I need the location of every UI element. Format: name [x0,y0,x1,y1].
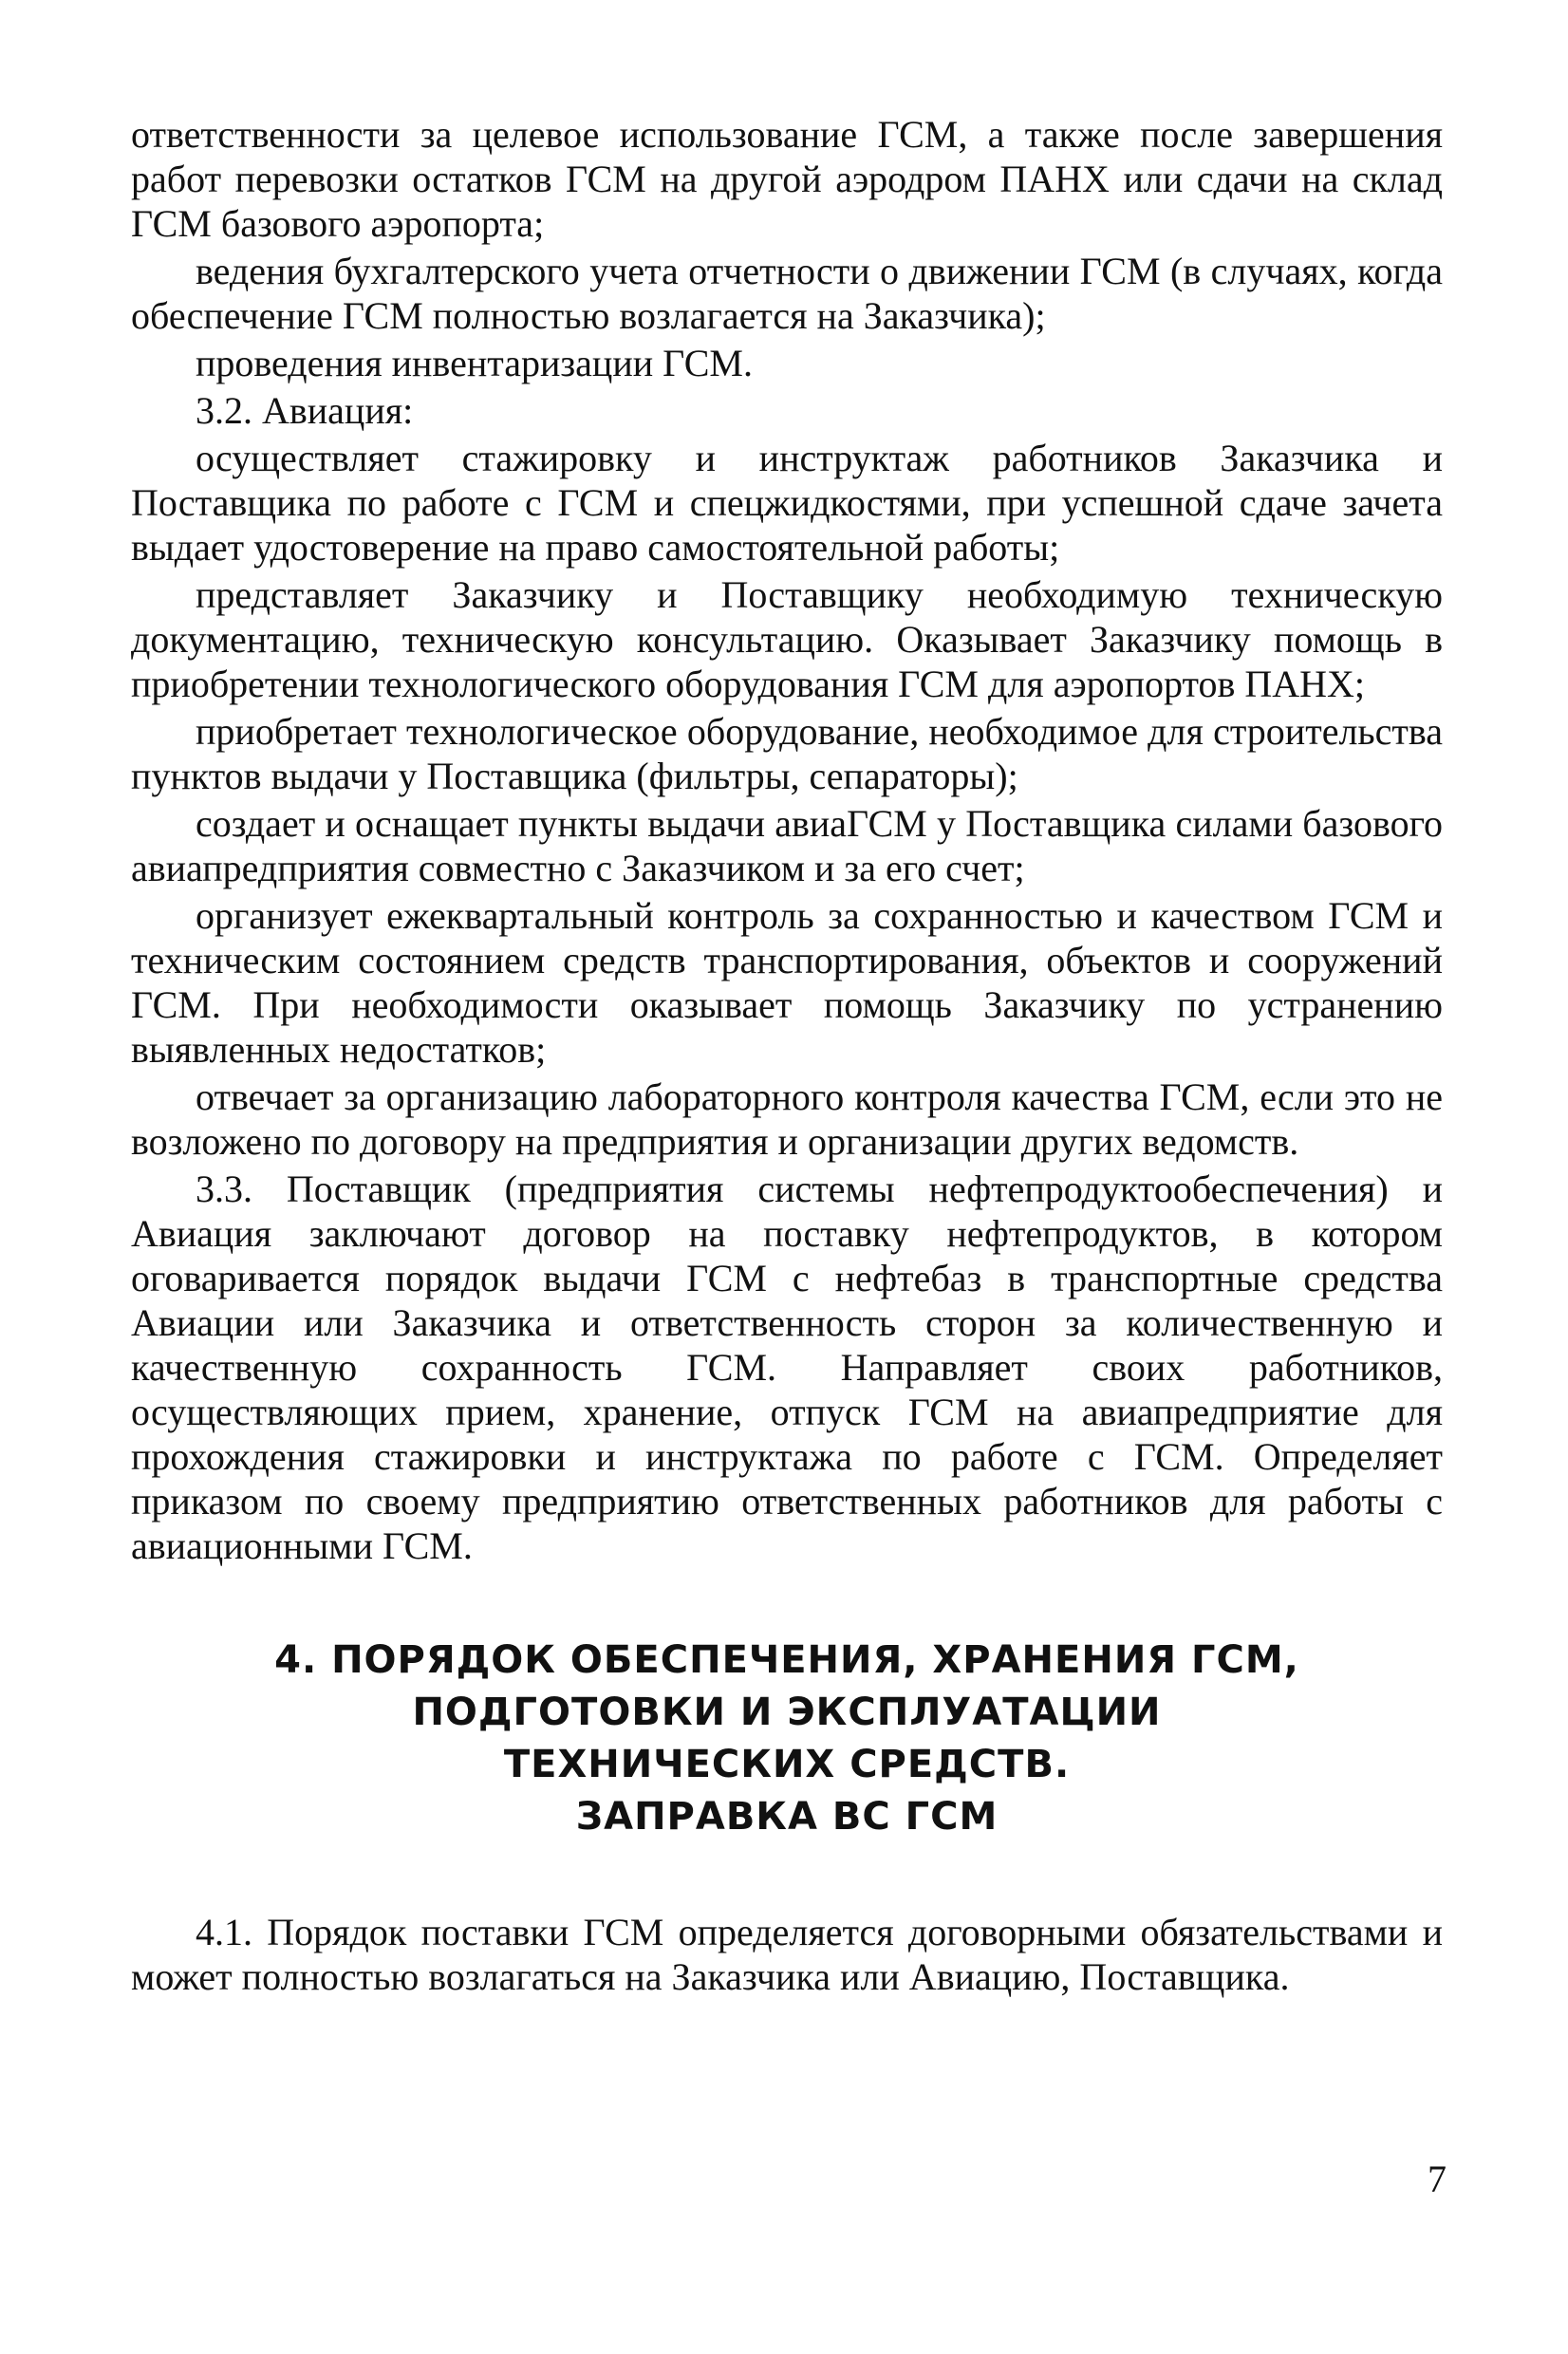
paragraph: ведения бухгалтерского учета отчетности о движении ГСМ (в случаях, когда обеспечение ГСМ полностью возлагается на Заказчика); [131,250,1443,337]
paragraph: представляет Заказчику и Поставщику необходимую техническую документацию, техническую консультацию. Оказывает Заказчику помощь в приобретении технологического оборудования ГСМ для аэропортов ПАНХ; [131,573,1443,705]
page-body [131,112,1443,2002]
paragraph: 4.1. Порядок поставки ГСМ определяется договорными обязательствами и может полностью возлагаться на Заказчика или Авиацию, Поставщика. [131,1911,1443,1998]
paragraph: 3.3. Поставщик (предприятия системы нефтепродуктообеспечения) и Авиация заключают договор на поставку нефтепродуктов, в котором оговаривается порядок выдачи ГСМ с нефтебаз в транспортные средства Авиации или Заказчика и ответственность сторон за количественную и качественную сохранность ГСМ. Направляет своих работников, осуществляющих прием, хранение, отпуск ГСМ на авиапредприятие для прохождения стажировки и инструктажа по работе с ГСМ. Определяет приказом по своему предприятию ответственных работников для работы с авиационными ГСМ. [131,1168,1443,1567]
section-label: 3.2. Авиация: [196,389,414,432]
paragraph: организует ежеквартальный контроль за сохранностью и качеством ГСМ и техническим состоянием средств транспортирования, объектов и сооружений ГСМ. При необходимости оказывает помощь Заказчику по устранению выявленных недостатков; [131,894,1443,1071]
paragraph: отвечает за организацию лабораторного контроля качества ГСМ, если это не возложено по договору на предприятия и организации других ведомств. [131,1075,1443,1163]
paragraph: приобретает технологическое оборудование, необходимое для строительства пунктов выдачи у Поставщика (фильтры, сепараторы); [131,710,1443,797]
paragraph: создает и оснащает пункты выдачи авиаГСМ у Поставщика силами базового авиапредприятия совместно с Заказчиком и за его счет; [131,802,1443,889]
heading-line: ТЕХНИЧЕСКИХ СРЕДСТВ. [503,1743,1071,1786]
heading-line: ПОДГОТОВКИ И ЭКСПЛУАТАЦИИ [412,1691,1162,1734]
paragraph: осуществляет стажировку и инструктаж работников Заказчика и Поставщика по работе с ГСМ и спецжидкостями, при успешной сдаче зачета выдает удостоверение на право самостоятельной работы; [131,437,1443,569]
heading-line: 4. ПОРЯДОК ОБЕСПЕЧЕНИЯ, ХРАНЕНИЯ ГСМ, [274,1638,1299,1682]
heading-line: ЗАПРАВКА ВС ГСМ [575,1795,999,1839]
section-heading [131,1635,1443,1843]
paragraph: проведения инвентаризации ГСМ. [196,342,753,384]
paragraph: ответственности за целевое использование ГСМ, а также после завершения работ перевозки остатков ГСМ на другой аэродром ПАНХ или сдачи на склад ГСМ базового аэропорта; [131,113,1443,245]
page-number: 7 [1428,2158,1447,2200]
